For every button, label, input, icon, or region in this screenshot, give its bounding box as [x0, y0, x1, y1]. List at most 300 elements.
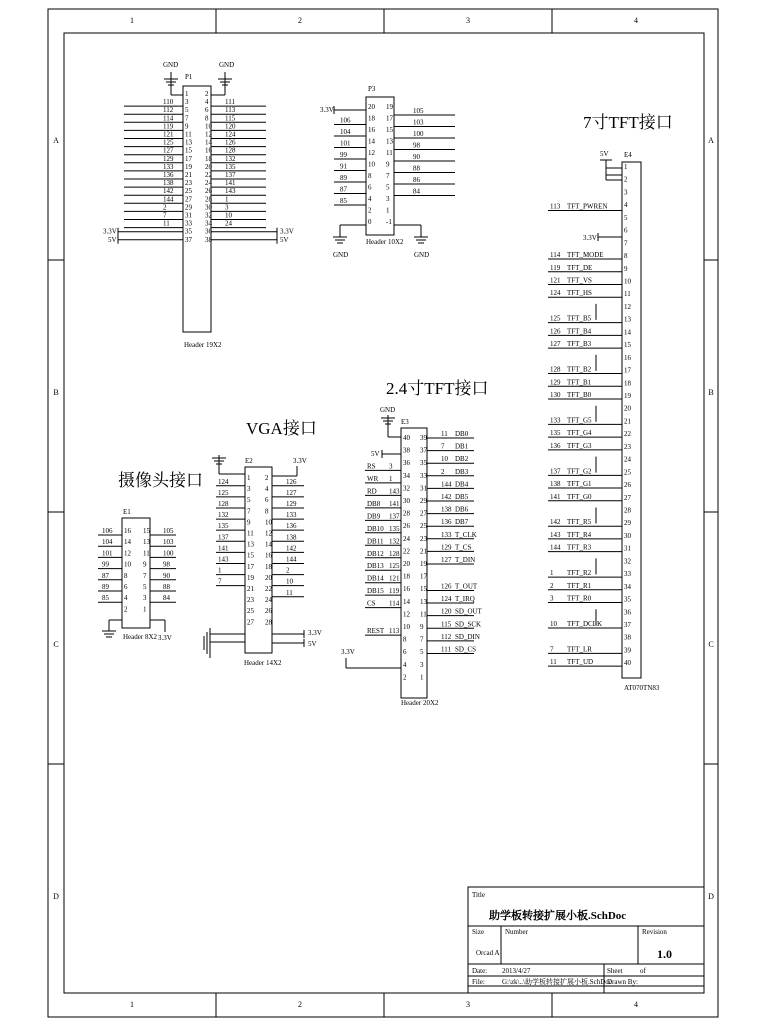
e2-pin-number: 10	[265, 518, 272, 527]
e3-net-label: 141	[389, 499, 400, 508]
p1-net-label: 114	[163, 114, 174, 123]
p1-pin-number: 3	[185, 98, 189, 107]
p1-power-label: 5V	[108, 235, 117, 244]
e1-net-label: 87	[102, 571, 109, 580]
e3-signal-label: DB11	[367, 537, 384, 546]
e2-net-label: 127	[286, 488, 297, 497]
p1-pin-number: 8	[205, 114, 209, 123]
sheet-label: Sheet	[607, 967, 623, 975]
e3-signal-label: WR	[367, 474, 379, 483]
p3-pin-number: 1	[386, 206, 390, 215]
e3-pin-number: 18	[403, 572, 410, 581]
e2-net-label: 2	[286, 566, 290, 575]
p1-pin-number: 2	[205, 90, 209, 98]
e1-net-label: 88	[163, 583, 170, 591]
p1-net-label: 24	[225, 219, 232, 228]
p3-pin-number: 7	[386, 172, 390, 180]
e4-pin-number: 18	[624, 379, 631, 388]
p1-pin-number: 33	[185, 219, 192, 228]
col-label-top-4: 4	[634, 16, 638, 25]
e2-pin-number: 17	[247, 562, 254, 571]
e4-net-label: 126	[550, 327, 561, 336]
e4-signal-label: TFT_G1	[567, 480, 592, 489]
e3-signal-label: DB0	[455, 430, 469, 438]
p1-net-label: 124	[225, 130, 236, 139]
e2-net-label: 11	[286, 588, 293, 597]
ground-icon	[204, 628, 245, 658]
e4-pin-number: 35	[624, 595, 631, 604]
e4-net-label: 133	[550, 416, 561, 425]
p1-gnd-left: GND	[163, 61, 179, 69]
connector-e3	[341, 406, 483, 707]
p3-net-label: 84	[413, 187, 420, 196]
p1-ref: P1	[185, 73, 193, 81]
p3-net-label: 101	[340, 139, 351, 148]
e3-signal-label: T_CLK	[455, 530, 477, 539]
e3-signal-label: SD_SCK	[455, 620, 482, 629]
p3-net-label: 104	[340, 128, 351, 136]
p1-net-label: 138	[163, 179, 174, 188]
e4-signal-label: TFT_G2	[567, 467, 592, 476]
p3-net-label: 90	[413, 153, 420, 161]
e4-net-label: 130	[550, 390, 561, 399]
e4-net-label: 128	[550, 365, 561, 374]
p1-pin-number: 20	[205, 162, 212, 171]
p3-pin-number: 3	[386, 195, 390, 203]
e2-pin-number: 20	[265, 573, 272, 582]
e3-signal-label: T_CS	[455, 543, 472, 552]
e2-net-label: 132	[218, 511, 229, 520]
p1-net-label: 133	[163, 162, 174, 171]
e2-pin-number: 7	[247, 507, 251, 516]
e4-pin-number: 19	[624, 391, 631, 400]
e3-net-label: 129	[441, 543, 452, 552]
e4-net-label: 141	[550, 492, 561, 501]
e3-pin-number: 26	[403, 522, 410, 531]
e3-signal-label: T_DIN	[455, 556, 476, 564]
p1-pin-number: 15	[185, 146, 192, 155]
row-label-right-b: B	[708, 388, 714, 397]
e2-pin-number: 18	[265, 562, 272, 571]
connector-e2	[204, 455, 322, 667]
p1-net-label: 128	[225, 146, 236, 155]
e4-net-label: 137	[550, 467, 561, 476]
p1-net-label: 144	[163, 195, 174, 204]
e3-net-label: 128	[389, 549, 400, 558]
e4-pin-number: 14	[624, 328, 631, 337]
e2-pin-number: 22	[265, 585, 272, 593]
e3-net-label: 7	[441, 442, 445, 451]
e2-pin-number: 27	[247, 618, 254, 627]
e1-pin-number: 11	[143, 549, 150, 558]
p3-pin-number: 20	[368, 103, 375, 111]
row-label-left-d: D	[53, 892, 59, 901]
e3-net-label: 3	[389, 462, 393, 471]
file-label: File:	[472, 978, 485, 986]
e3-signal-label: REST	[367, 627, 385, 636]
e2-net-label: 142	[286, 544, 297, 553]
e3-pin-number: 33	[420, 471, 427, 480]
e4-signal-label: TFT_MODE	[567, 251, 604, 260]
e4-net-label: 114	[550, 251, 561, 260]
p1-pin-number: 21	[185, 171, 192, 179]
e3-signal-label: DB1	[455, 442, 469, 451]
p1-pin-number: 28	[205, 195, 212, 204]
e2-net-label: 7	[218, 577, 222, 586]
p1-net-label: 136	[163, 171, 174, 179]
e3-signal-label: RS	[367, 462, 376, 471]
e4-signal-label: TFT_R1	[567, 581, 592, 590]
p1-pin-number: 12	[205, 130, 212, 139]
e2-ref: E2	[245, 457, 253, 465]
e2-pin-number: 24	[265, 596, 272, 605]
p1-net-label: 3	[225, 203, 229, 212]
p3-ref: P3	[368, 85, 376, 93]
e3-vcc2: 3.3V	[341, 648, 355, 656]
e4-signal-label: TFT_R4	[567, 530, 592, 539]
title-label: Title	[472, 891, 485, 899]
e4-signal-label: TFT_G5	[567, 416, 592, 425]
e4-net-label: 124	[550, 289, 561, 298]
p3-pin-number: 5	[386, 183, 390, 192]
heading-camera: 摄像头接口	[118, 471, 203, 490]
heading-vga: VGA接口	[246, 419, 317, 438]
e1-net-label: 89	[102, 583, 109, 591]
e2-net-label: 138	[286, 533, 297, 542]
e4-signal-label: TFT_B3	[567, 340, 592, 349]
e3-net-label: 126	[441, 582, 452, 591]
ground-icon	[212, 455, 245, 474]
p3-net-label: 100	[413, 130, 424, 138]
e3-net-label: 111	[441, 645, 451, 654]
col-label-top-3: 3	[466, 16, 470, 25]
p1-net-label: 119	[163, 122, 174, 131]
col-label-bottom-4: 4	[634, 1000, 638, 1009]
p1-net-label: 129	[163, 154, 174, 163]
e2-pin-number: 9	[247, 518, 251, 527]
e1-pin-number: 4	[124, 594, 128, 603]
e1-pin-number: 3	[143, 594, 147, 603]
of-label: of	[640, 967, 646, 975]
p1-pin-number: 17	[185, 154, 192, 163]
e3-pin-number: 29	[420, 497, 427, 505]
p1-pin-number: 26	[205, 187, 212, 196]
ground-icon	[333, 225, 366, 243]
e4-pin-number: 28	[624, 506, 631, 515]
e3-signal-label: DB6	[455, 505, 469, 514]
e2-net-label: 129	[286, 499, 297, 508]
e4-signal-label: TFT_B4	[567, 327, 592, 336]
e3-pin-number: 7	[420, 635, 424, 644]
e2-pin-number: 19	[247, 573, 254, 582]
e3-net-label: 11	[441, 430, 448, 438]
e4-pin-number: 25	[624, 468, 631, 477]
e4-signal-label: TFT_LR	[567, 645, 592, 654]
e4-pin-number: 23	[624, 442, 631, 451]
e4-signal-label: TFT_HS	[567, 289, 592, 298]
e3-signal-label: DB14	[367, 574, 384, 583]
e3-pin-number: 4	[403, 660, 407, 669]
p3-net-label: 106	[340, 116, 351, 125]
p1-pin-number: 27	[185, 195, 192, 204]
e3-signal-label: DB13	[367, 562, 384, 571]
e3-pin-number: 12	[403, 610, 410, 619]
e3-pin-number: 30	[403, 497, 410, 505]
p1-net-label: 2	[163, 203, 167, 212]
p3-pin-number: 6	[368, 183, 372, 192]
p1-pin-number: 11	[185, 130, 192, 139]
e3-vcc: 5V	[371, 450, 380, 458]
e1-pin-number: 10	[124, 560, 131, 569]
p1-net-label: 126	[225, 138, 236, 147]
e3-net-label: 142	[441, 493, 452, 501]
e4-signal-label: TFT_R5	[567, 518, 592, 527]
e2-pin-number: 13	[247, 540, 254, 549]
e3-signal-label: DB5	[455, 493, 469, 501]
e2-pin-number: 11	[247, 529, 254, 538]
p1-pin-number: 7	[185, 114, 189, 123]
e2-pin-number: 6	[265, 496, 269, 505]
e3-signal-label: SD_CS	[455, 645, 477, 654]
p1-net-label: 115	[225, 114, 236, 123]
e2-net-label: 137	[218, 533, 229, 542]
e4-pin-number: 15	[624, 341, 631, 350]
e1-pin-number: 9	[143, 560, 147, 569]
p1-net-label: 135	[225, 162, 236, 171]
e2-pin-number: 12	[265, 529, 272, 538]
e4-pin-number: 13	[624, 315, 631, 324]
ground-icon	[164, 72, 183, 95]
e4-pin-number: 11	[624, 290, 631, 299]
e3-ref: E3	[401, 418, 409, 426]
e4-signal-label: TFT_DCLK	[567, 619, 602, 628]
e3-signal-label: T_OUT	[455, 582, 478, 591]
col-label-top-1: 1	[130, 16, 134, 25]
p3-pin-number: 16	[368, 126, 375, 134]
e4-signal-label: TFT_B5	[567, 314, 592, 323]
e4-net-label: 7	[550, 645, 554, 654]
e3-pin-number: 39	[420, 434, 427, 442]
e4-pin-number: 10	[624, 277, 631, 286]
p3-vcc: 3.3V	[320, 106, 334, 114]
p1-net-label: 143	[225, 187, 236, 196]
e1-ref: E1	[123, 508, 131, 516]
e4-pin-number: 32	[624, 557, 631, 566]
e3-pin-number: 3	[420, 660, 424, 669]
e3-pin-number: 40	[403, 434, 410, 442]
p1-net-label: 132	[225, 154, 236, 163]
e4-pin-number: 8	[624, 252, 628, 261]
e3-pin-number: 9	[420, 623, 424, 631]
e4-pin-number: 31	[624, 544, 631, 553]
e3-signal-label: DB10	[367, 524, 384, 533]
e4-pin-number: 27	[624, 493, 631, 502]
e4-signal-label: TFT_UD	[567, 658, 594, 667]
e3-signal-label: DB7	[455, 518, 469, 527]
e3-pin-number: 32	[403, 484, 410, 493]
e3-signal-label: RD	[367, 487, 377, 496]
drawn-by-label: Drawn By:	[607, 978, 638, 986]
e4-signal-label: TFT_R3	[567, 543, 592, 552]
p3-pin-number: 13	[386, 137, 393, 146]
e3-pin-number: 27	[420, 509, 427, 518]
e4-net-label: 11	[550, 658, 557, 667]
e3-pin-number: 17	[420, 572, 427, 581]
e3-net-label: 112	[441, 632, 452, 641]
e1-pin-number: 2	[124, 605, 128, 614]
e4-pin-number: 34	[624, 582, 631, 591]
e1-net-label: 98	[163, 560, 170, 569]
e4-pin-number: 6	[624, 226, 628, 235]
e2-pin-number: 26	[265, 607, 272, 616]
e1-net-label: 99	[102, 560, 109, 569]
p3-pin-number: 14	[368, 137, 375, 146]
p1-net-label: 112	[163, 106, 174, 115]
col-label-bottom-1: 1	[130, 1000, 134, 1009]
p3-net-label: 99	[340, 151, 347, 159]
p3-net-label: 103	[413, 118, 424, 127]
e1-pin-number: 5	[143, 583, 147, 591]
e2-net-label: 143	[218, 555, 229, 564]
e3-pin-number: 19	[420, 560, 427, 568]
e3-pin-number: 38	[403, 446, 410, 455]
p1-net-label: 7	[163, 211, 167, 220]
e4-pin-number: 37	[624, 620, 631, 629]
e4-net-label: 129	[550, 378, 561, 387]
e2-pin-number: 2	[265, 474, 269, 482]
file-value: G:\zk\..\助学板转接扩展小板.SchDoc	[502, 978, 612, 986]
row-label-right-d: D	[708, 892, 714, 901]
e2-pin-number: 16	[265, 551, 272, 560]
p3-pin-number: 2	[368, 206, 372, 215]
e2-net-label: 124	[218, 477, 229, 486]
e4-pin-number: 36	[624, 608, 631, 617]
date-value: 2013/4/27	[502, 967, 531, 975]
e3-pin-number: 2	[403, 673, 407, 682]
e1-pin-number: 7	[143, 571, 147, 580]
e4-net-label: 1	[550, 569, 554, 578]
e4-pin-number: 16	[624, 353, 631, 362]
e4-net-label: 125	[550, 314, 561, 323]
e4-net-label: 2	[550, 581, 554, 590]
p3-pin-number: 4	[368, 195, 372, 203]
e4-pin-number: 4	[624, 201, 628, 210]
p1-pin-number: 16	[205, 146, 212, 155]
e3-net-label: 137	[389, 512, 400, 521]
p1-net-label: 113	[225, 106, 236, 115]
p3-net-label: 98	[413, 141, 420, 150]
p1-pin-number: 10	[205, 122, 212, 131]
e4-pin-number: 30	[624, 531, 631, 540]
p1-pin-number: 14	[205, 138, 212, 147]
e3-net-label: 124	[441, 595, 452, 604]
e4-net-label: 127	[550, 340, 561, 349]
e3-pin-number: 36	[403, 459, 410, 468]
e3-pin-number: 11	[420, 610, 427, 619]
e1-net-label: 90	[163, 571, 170, 580]
p1-net-label: 10	[225, 211, 232, 220]
e3-net-label: 143	[389, 487, 400, 496]
e4-pin-number: 21	[624, 417, 631, 426]
p1-pin-number: 19	[185, 162, 192, 171]
p1-pin-number: 4	[205, 98, 209, 107]
e1-pin-number: 12	[124, 549, 131, 558]
e2-net-label: 136	[286, 522, 297, 531]
e1-pin-number: 14	[124, 538, 131, 547]
e1-type: Header 8X2	[123, 633, 158, 641]
ground-icon	[211, 72, 232, 95]
e4-net-label: 113	[550, 202, 561, 211]
row-label-right-c: C	[708, 640, 714, 649]
row-label-left-a: A	[53, 136, 59, 145]
e3-pin-number: 10	[403, 623, 410, 631]
revision-label: Revision	[642, 928, 667, 936]
e2-pin-number: 23	[247, 596, 254, 605]
e2-type: Header 14X2	[244, 659, 282, 667]
e3-signal-label: SD_OUT	[455, 607, 482, 616]
p3-pin-number: 0	[368, 218, 372, 226]
e1-net-label: 84	[163, 594, 170, 603]
p3-pin-number: -1	[386, 218, 392, 226]
e2-vcc-r1: 3.3V	[308, 629, 322, 637]
p1-pin-number: 34	[205, 219, 212, 228]
e3-pin-number: 34	[403, 471, 410, 480]
e3-pin-number: 35	[420, 459, 427, 468]
zone-labels	[53, 16, 714, 1009]
e3-net-label: 115	[441, 620, 452, 629]
connector-e4	[548, 150, 660, 692]
p3-net-label: 87	[340, 185, 347, 194]
connector-e1	[98, 508, 176, 642]
e4-pin-number: 29	[624, 519, 631, 528]
p3-net-label: 88	[413, 164, 420, 173]
p1-pin-number: 5	[185, 106, 189, 115]
e1-vcc: 3.3V	[158, 634, 172, 642]
e3-net-label: 136	[441, 518, 452, 527]
e3-gnd: GND	[380, 406, 396, 414]
e3-pin-number: 22	[403, 547, 410, 556]
p1-net-label: 1	[225, 195, 229, 204]
e4-signal-label: TFT_G0	[567, 492, 592, 501]
e4-signal-label: TFT_PWREN	[567, 202, 608, 211]
e4-net-label: 142	[550, 518, 561, 527]
e3-type: Header 20X2	[401, 699, 439, 707]
p3-pin-number: 17	[386, 114, 393, 123]
e2-net-label: 135	[218, 522, 229, 531]
p1-pin-number: 32	[205, 211, 212, 220]
p1-net-label: 137	[225, 171, 236, 179]
e2-vcc-r2: 5V	[308, 640, 317, 648]
p3-pin-number: 8	[368, 172, 372, 180]
e2-net-label: 144	[286, 555, 297, 564]
row-label-left-c: C	[53, 640, 59, 649]
col-label-top-2: 2	[298, 16, 302, 25]
e2-net-label: 125	[218, 488, 229, 497]
e4-net-label: 143	[550, 530, 561, 539]
size-value: Orcad A	[476, 949, 500, 957]
p1-pin-number: 24	[205, 179, 212, 188]
e2-net-label: 1	[218, 566, 222, 575]
e3-net-label: 121	[389, 574, 400, 583]
e3-net-label: 138	[441, 505, 452, 514]
e1-net-label: 100	[163, 549, 174, 558]
p1-pin-number: 1	[185, 90, 189, 98]
connector-p3	[320, 85, 455, 259]
e4-pin-number: 39	[624, 646, 631, 655]
p1-pin-number: 9	[185, 122, 189, 131]
p1-net-label: 111	[225, 98, 235, 107]
e4-pin-number: 38	[624, 633, 631, 642]
